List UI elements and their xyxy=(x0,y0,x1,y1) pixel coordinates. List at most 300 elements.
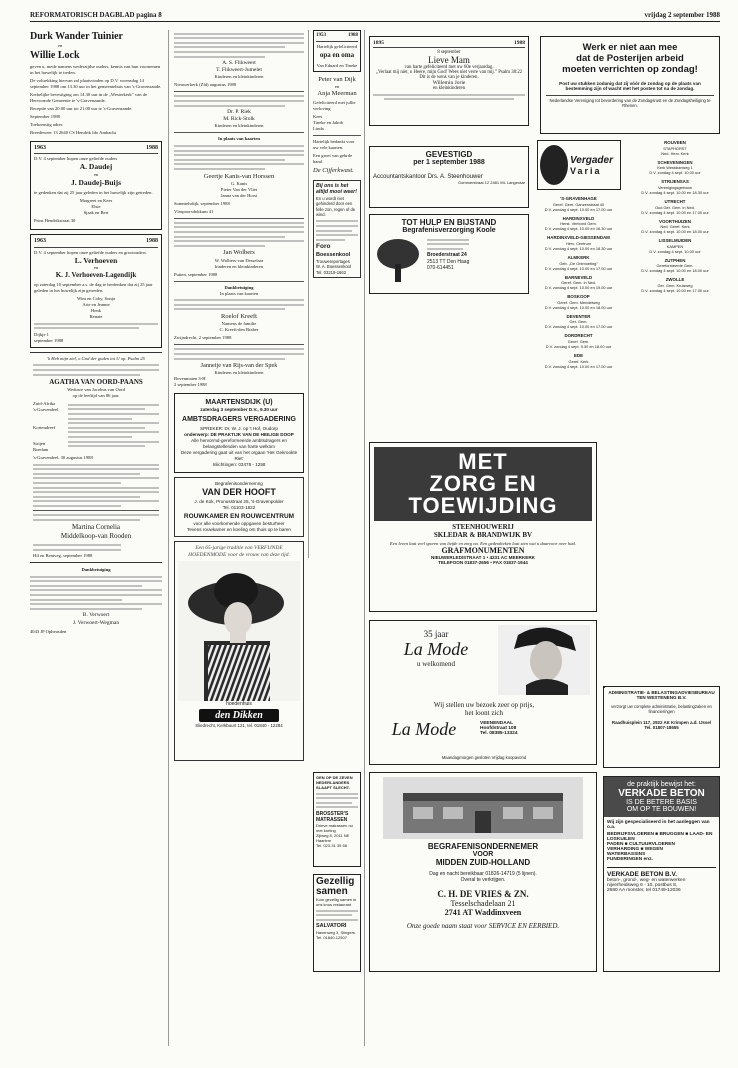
brand-name: SALVATORI xyxy=(316,923,347,930)
notice-address: 4043 JP Opheusden xyxy=(30,628,67,634)
notice-en: en xyxy=(334,83,340,89)
thanks-signature: J. Verwoert-Wegman xyxy=(72,619,120,626)
text-lines xyxy=(33,544,159,551)
entry-town: SCHEVENINGEN xyxy=(657,159,693,165)
notice-name-1: A. Daudej xyxy=(79,162,113,172)
notice-signature: en kleinkinderen xyxy=(432,86,466,91)
entry-service: D.V. zondag 4 sept. 10.00 en 18.00 uur xyxy=(641,268,709,274)
family-member: Arie en Jeanne xyxy=(82,302,110,308)
directory-entry xyxy=(535,294,622,310)
entry-church: Herst. Verbond Gem. xyxy=(560,221,597,227)
entry-town: ALMKERK xyxy=(567,254,590,260)
ad-title: Gezellig samen xyxy=(316,876,355,897)
ad-speaker: SPREKER: Dr. W. J. op 't Hof, Oudorp xyxy=(200,426,278,432)
notice-name-2: Willie Lock xyxy=(30,49,80,61)
ad-phone: Tel. 01840-12507 xyxy=(316,935,347,941)
notice-name-1: Peter van Dijk xyxy=(318,75,356,83)
ad-text: Wij zijn gespecialiseerd in het aanleggen van o.a. xyxy=(607,820,710,830)
ad-headline: Werk er niet aan mee xyxy=(582,42,678,53)
directory-entry xyxy=(630,199,720,215)
ad-subtitle: beton-, grond-, weg- en waterwerken xyxy=(607,878,686,883)
sunday-rest-ad xyxy=(540,36,720,134)
section-subtitle: In plaats van kaarten xyxy=(219,290,259,296)
ad-title: Bij ons is het xyxy=(316,182,349,189)
ad-text: En u wordt niet gehinderd door een felle zon, regen of de wind. xyxy=(316,196,356,218)
tree-icon xyxy=(373,236,423,284)
entry-church: Herv. Centrum xyxy=(565,240,591,246)
undertaker-ad xyxy=(369,772,597,972)
ad-phone: TELEFOON 01837-2656 • FAX 01837-1944 xyxy=(438,560,528,565)
family-name: Dr. P. Riek xyxy=(227,109,251,116)
deceased-name: Martina Cornelia xyxy=(71,523,120,532)
logo-word: Vergader xyxy=(570,154,613,166)
ad-address: Gommerstraat 12 2481 ML Langeraar xyxy=(458,180,525,185)
entry-town: HARDINXVELD xyxy=(562,215,595,221)
text-lines xyxy=(316,793,358,809)
family-member: G. Kanis xyxy=(230,180,248,186)
ad-text: Overal te verkrijgen. xyxy=(460,877,506,883)
ad-address: Sliedrecht, Kerkbuurt 121, tel. 01840 - 12284 xyxy=(195,722,283,728)
entry-service: Ned. Herv. Kerk xyxy=(661,150,689,156)
anniversary-notice xyxy=(30,234,162,348)
notice-date: 8 september xyxy=(437,50,461,55)
relation-place: Boedam xyxy=(33,447,49,453)
firm-name: SKLEDAR & BRANDWIJK BV xyxy=(433,531,533,539)
family-member: Pieter Van der Vliet xyxy=(220,186,258,192)
family-name: Geertje Kanis-van Horssen xyxy=(203,172,275,180)
ad-title: altijd mooi weer! xyxy=(316,189,357,196)
ad-subtitle: hoedenhuis xyxy=(226,701,252,708)
text-lines xyxy=(373,94,525,101)
notice-text: Hartelijk bedankt voor uw vele kaarten. xyxy=(313,139,355,151)
family-name: Jan Wolbers xyxy=(223,249,255,257)
ad-address: Broederstraat 24 xyxy=(427,252,467,259)
ad-info: Inlichtingen: 03478 - 1258 xyxy=(212,462,266,468)
ad-text: Kom gezellig samen in ons knus restaurant xyxy=(316,897,357,907)
ad-address: NIEUWERLEDISTRAAT 1 • 4231 AC MEERKERK xyxy=(431,555,535,560)
ad-footer: Nederlandse Vereniging tot bevordering van de Zondagsrust en de Zondagsheiliging te Rhenen. xyxy=(546,95,714,108)
funeral-ad xyxy=(174,477,304,537)
directory-entry xyxy=(630,140,720,156)
entry-church: Kerk Westduinweg 1 xyxy=(657,165,693,171)
ad-title: GRAFMONUMENTEN xyxy=(441,546,525,555)
notice-name-1: Durk Wander Tuinier xyxy=(30,31,123,42)
entry-town: 'S-GRAVENHAGE xyxy=(560,196,597,201)
column-1 xyxy=(30,30,162,637)
entry-town: BARNEVELD xyxy=(564,274,593,280)
engagement-notice xyxy=(313,76,361,176)
directory-entry xyxy=(630,238,720,254)
family-member: Henk xyxy=(91,308,101,314)
entry-church: Gereformeerde Gem. xyxy=(656,263,694,269)
brand-name: BROSSTER'S MATRASSEN xyxy=(316,810,349,824)
accountant-ad xyxy=(369,146,529,208)
year-start: 1963 xyxy=(34,237,46,244)
ad-title: GEN OP DE ZEVEN NEDERLANDERS SLAAPT SLECHT. xyxy=(316,775,353,790)
notice-name-2: K. J. Verhoeven-Lagendijk xyxy=(55,271,137,280)
notice-text: Kerkelijke bevestiging om 14.30 uur in de „Westerkerk” van de Hervormde Gemeente te 's-Gravenzande. xyxy=(30,91,147,103)
ad-phone: Tel. 01103-1822 xyxy=(222,504,256,510)
church-directory-c xyxy=(630,140,720,297)
column-2 xyxy=(174,30,304,765)
notice-intro: D.V. 4 september hopen onze geliefde ouders xyxy=(34,156,118,162)
ad-title: TEN WESTENENG B.V. xyxy=(636,695,687,700)
notice-text: „Verlaat mij niet, o Heere, mijn God! Wees niet verre van mij.” Psalm 38:22 xyxy=(375,70,523,75)
entry-town: HARDINXVELD-GIESSENDAM xyxy=(547,235,610,241)
year-start: 1963 xyxy=(34,144,46,151)
building-photo xyxy=(383,777,583,839)
entry-service: D.V. zondag 4 sept. 10.00 uur xyxy=(649,170,701,176)
woman-portrait-photo xyxy=(498,625,590,695)
service-item: PADEN ■ CULTUURVLOEREN xyxy=(607,842,675,847)
directory-entry xyxy=(535,196,622,212)
directory-entry xyxy=(535,255,622,271)
ad-headline: OM OP TE BOUWEN! xyxy=(626,806,697,813)
entry-church: Geref. Gem. in Ned. xyxy=(561,280,596,286)
directory-entry xyxy=(630,160,720,176)
thanks-title: Dankbetuiging xyxy=(81,567,111,573)
relation-place: Kortendreef xyxy=(33,425,56,431)
ad-text: de praktijk bewijst het: xyxy=(627,781,696,788)
brand-logo: den Dikken xyxy=(199,709,279,722)
death-notice xyxy=(30,352,162,563)
text-lines xyxy=(427,239,469,250)
directory-entry xyxy=(535,275,622,291)
ad-address: Zijlweg 8, 2011 NE Haarlem xyxy=(316,833,350,844)
notice-text: Van Eduard en Tineke xyxy=(316,62,358,68)
text-lines xyxy=(68,401,159,453)
entry-church: Geref. Gem. Mendelweg xyxy=(557,299,600,305)
notice-address: Bovenmaten 3-H xyxy=(174,376,206,382)
family-member: C. Kreeft-den Braber xyxy=(219,327,259,333)
text-lines xyxy=(174,222,304,247)
text-lines xyxy=(316,220,358,240)
entry-town: STRIJENSAS xyxy=(661,179,689,185)
family-member: Margreet en Kees xyxy=(79,197,113,203)
directory-entry xyxy=(535,353,622,369)
entry-service: D.V. zondag 4 sept. 10.00 uur xyxy=(649,248,701,254)
notice-address: Vlaspoorsdokkum 41 xyxy=(174,208,214,214)
ad-phone: Tel. 03219-1662 xyxy=(316,269,347,275)
ad-title: BEGRAFENISONDERNEMER xyxy=(427,842,539,851)
notice-date: Hil en Bentveg, september 1988 xyxy=(33,553,93,559)
family-member: Janna van der Horst xyxy=(220,192,258,198)
ad-title: Begrafenisverzorging Koole xyxy=(402,227,496,234)
firm-name: Accountantskantoor Drs. A. Steenhouwer xyxy=(373,174,483,180)
notice-name: Lieve Mam xyxy=(428,55,470,65)
ad-title: MAARTENSDIJK (U) xyxy=(205,399,273,407)
notice-address: Dijkje 1 xyxy=(34,331,49,337)
relation-place: Strijen xyxy=(33,441,46,447)
ad-subtitle: Begrafenisondernemng xyxy=(215,481,263,487)
notice-text: Hartelijk gefeliciteerd xyxy=(316,43,358,49)
masthead-left: REFORMATORISCH DAGBLAD pagina 8 xyxy=(30,11,162,19)
ad-title: VOOR xyxy=(472,851,494,858)
wedding-notice xyxy=(30,30,162,136)
notice-text: Breedeweer 13 2640 CS Hendrik Ido Ambacht xyxy=(30,129,116,135)
service-item: BEDRIJFSVLOEREN ■ BRUGGEN ■ LAAD- EN LOSKUILEN xyxy=(607,832,713,842)
firm-name: C. H. DE VRIES & ZN. xyxy=(437,889,529,899)
year-end: 1988 xyxy=(348,33,358,38)
ad-title: GEVESTIGD xyxy=(425,150,473,159)
year-end: 1988 xyxy=(146,144,158,151)
entry-church: Geb. „De Ontmoeting” xyxy=(559,260,598,266)
family-name: Jannetje van Rijs-van der Spek xyxy=(200,362,278,370)
entry-church: KAMPEN xyxy=(666,243,684,249)
ad-text: Een leven laat veel sporen van liefde en zorg na. Een gedenkteken laat zien wat u daarvoor over had. xyxy=(390,541,576,546)
brand-name: Boessenkool xyxy=(316,251,351,258)
ad-address: 2513 TT Den Haag xyxy=(427,258,470,265)
entry-service: D.V. zondag 4 sept. 10.00 en 17.00 uur xyxy=(544,324,613,330)
text-lines xyxy=(33,464,159,507)
year-start: 1953 xyxy=(316,33,326,38)
notice-quote: 'k Heb mijn ziel, o God der goden tot U op. Psalm 25 xyxy=(47,355,145,361)
entry-church: Verenigingsgebouw xyxy=(658,184,692,190)
text-lines xyxy=(174,95,304,106)
ad-topic: onderwerp: DE PRAKTIJK VAN DE HEILIGE DOOP xyxy=(184,432,294,438)
fashion-store-ad xyxy=(369,620,597,765)
notice-signature: De Cijferkwast. xyxy=(313,167,354,175)
admin-office-ad xyxy=(603,686,720,768)
ad-address: 2680 AA monster, tel 01749-12036 xyxy=(607,888,681,893)
year-end: 1988 xyxy=(514,40,525,46)
entry-church: Ned. Geref. Kerk xyxy=(660,224,690,230)
notice-text: Dit is de wens van je kinderen. xyxy=(419,75,479,80)
ad-slogan: Een 65-jarige traditie van VERFIJNDE HOEDENMODE voor de vrouw van deze tijd. xyxy=(188,545,290,559)
deceased-name: AGATHA VAN OORD-PAANS xyxy=(49,378,143,387)
thanks-signature: B. Verwoert xyxy=(82,612,110,619)
notice-text: Linda xyxy=(313,126,324,132)
ad-footer: Onze goede naam staat voor SERVICE EN EERBIED. xyxy=(406,922,560,930)
ad-text: voor alle voorkomende oppgaven besturheer xyxy=(193,521,285,527)
entry-town: DEVENTER xyxy=(566,313,591,319)
gravestone-ad xyxy=(369,442,597,612)
text-lines xyxy=(174,299,304,310)
ad-address: W. A. Boessenkool xyxy=(316,264,351,270)
funeral-care-ad xyxy=(369,214,529,294)
ad-headline: ZORG EN xyxy=(429,471,537,496)
entry-service: D.V. zondag 4 sept. 10.00 en 19.00 uur xyxy=(544,285,613,291)
notice-address: Prins Hendrikstraat 30 xyxy=(34,217,76,223)
hat-shop-ad xyxy=(174,541,304,761)
directory-entry xyxy=(535,235,622,251)
ad-phone: Tel. 01807-18655 xyxy=(644,725,679,730)
ad-headline: moeten verrichten op zondag! xyxy=(562,64,698,75)
notice-date: Nieuwerkerk (Zld) augustus 1988 xyxy=(174,82,237,88)
vergader-varia-header xyxy=(537,140,621,190)
family-member: Namens de familie xyxy=(221,321,257,327)
ad-address: J. de Kok, Prunusstraat 25, 's-Gravenpolder xyxy=(194,498,284,504)
entry-town: EDE xyxy=(573,353,584,358)
notice-en: en xyxy=(58,43,63,48)
ad-text: Deze vergadering gaat uit van het orgaan 'Het Gekrookte Riet' xyxy=(180,450,298,462)
entry-service: D.V. zondag 4 sept. 10.00 en 18.00 uur xyxy=(641,229,709,235)
masthead xyxy=(30,10,720,22)
entry-church: Ger. Gem. Kruisweg xyxy=(657,283,693,288)
directory-entry xyxy=(630,258,720,274)
notice-text: Toekomstig adres xyxy=(30,121,63,127)
notice-date: 2 september 1988 xyxy=(174,382,207,388)
entry-town: VOORTHUIZEN xyxy=(659,218,691,224)
ad-title: TOT HULP EN BIJSTAND xyxy=(401,218,497,227)
family-name: M. Rick-Stolk xyxy=(223,116,255,123)
ad-text: Drieve matrassen nu met korting xyxy=(316,823,353,834)
notice-text: Gefeliciteerd met jullie verloving xyxy=(313,100,356,112)
ad-headline: IS DE BETERE BASIS xyxy=(626,799,697,806)
ad-text: Dag en nacht bereikbaar 01826-14719 (5 lijnen). xyxy=(429,871,537,877)
family-members: Kinderen en kleinkinderen xyxy=(214,123,264,129)
logo-word: Varia xyxy=(570,165,602,176)
entry-town: UTRECHT xyxy=(664,198,686,204)
notice-text: van harte gefeliciteerd met uw 60e verjaardag. xyxy=(404,65,494,70)
year-end: 1988 xyxy=(146,237,158,244)
text-lines xyxy=(174,33,304,58)
church-directory-a xyxy=(535,196,622,373)
ad-title: ROUWKAMER EN ROUWCENTRUM xyxy=(183,512,295,520)
directory-entry xyxy=(630,277,720,293)
notice-name-2: Anja Meerman xyxy=(317,89,357,97)
mattress-ad xyxy=(313,772,361,867)
directory-entry xyxy=(535,333,622,349)
notice-text: Receptie van 20.00 uur tot 21.00 uur te 's-Gravenzande. xyxy=(30,105,133,111)
ad-subtitle: u welkomend xyxy=(417,660,455,668)
text-lines xyxy=(174,348,304,359)
deceased-age: op de leeftijd van 86 jaar. xyxy=(72,393,120,399)
family-member: Renate xyxy=(89,314,103,320)
notice-text: Tineke en Jakob xyxy=(313,120,343,126)
entry-town: ZWOLLE xyxy=(665,277,685,283)
notice-date: Sommelsdijk, september 1988 xyxy=(174,200,230,206)
family-member: Kinderen en kleinkinderen xyxy=(214,370,264,376)
ad-headline: MET xyxy=(458,449,508,474)
ad-title: 35 jaar xyxy=(423,629,449,639)
ad-text: Wij stellen uw bezoek zeer op prijs, xyxy=(433,701,535,709)
entry-service: D.V. zondag 4 sept. 10.00 en 16.30 uur xyxy=(544,226,613,232)
section-title: In plaats van kaarten xyxy=(218,136,260,142)
year-start: 1895 xyxy=(373,40,384,46)
relation-place: 's-Gravendeel xyxy=(33,407,59,413)
family-member: W. Wolbers-van Desselaar xyxy=(214,257,264,263)
ad-subtitle: zaterdag 3 september D.V., 9.30 uur xyxy=(200,407,278,413)
ad-text: Post uw stukken zodanig dat zij vóór de zondag op de plaats van bestemming zijn of wacht met het posten tot na de zondag. xyxy=(559,81,701,91)
entry-service: D.V. zondag 4 sept. 10.00 en 17.00 uur xyxy=(641,209,709,215)
notice-date: Putten, september 1988 xyxy=(174,271,218,277)
ad-phone: 070-614451 xyxy=(427,265,454,272)
ad-title: AMBTSDRAGERS VERGADERING xyxy=(182,416,296,424)
section-title: Dankbetuiging xyxy=(224,284,254,290)
notice-intro: D.V. 4 september hopen onze geliefde ouders en grootouders xyxy=(34,249,146,255)
entry-church: Ger. Gem. xyxy=(569,319,588,325)
brand-logo: La Mode xyxy=(391,719,457,739)
ad-address: nijverheidsweg 6 - 10, postbus 8, xyxy=(607,883,678,888)
notice-text: De voltrekking hiervan zal plaatsvinden op D.V. woensdag 14 september 1988 om 13.30 uur in het gemeentehuis van 's-Gravenzande. xyxy=(30,77,162,89)
service-item: WATERBASSINS xyxy=(607,852,646,857)
ad-phone: Tel. 023-31 35 58 xyxy=(316,843,347,849)
notice-en: en xyxy=(93,265,99,271)
ad-headline: dat de Posterijen arbeid xyxy=(576,53,684,64)
directory-entry xyxy=(535,314,622,330)
directory-entry xyxy=(535,216,622,232)
ad-address: Raadhuisplein 117, 2922 AK Krimpen a.d. IJssel xyxy=(611,720,712,725)
text-lines xyxy=(30,576,162,610)
thanks-notice xyxy=(30,567,162,635)
text-lines xyxy=(33,364,159,375)
family-member: Wim en Coby, Sonja xyxy=(76,296,116,302)
brand-logo: La Mode xyxy=(403,639,469,659)
ad-hours: Maandagmorgen gesloten Vrijdag koopavond xyxy=(441,755,527,760)
congrats-notice xyxy=(313,30,361,72)
directory-entry xyxy=(630,219,720,235)
entry-service: D.V. zondag 4 sept. 10.00 en 17.00 uur xyxy=(544,206,613,212)
notice-text: geven u, mede namens wederzijdse ouders, kennis van hun voornemen in het huwelijk te treden. xyxy=(30,63,161,75)
text-lines xyxy=(316,910,358,921)
notice-signature: Willemin Jorie xyxy=(432,80,466,86)
column-3 xyxy=(313,30,361,282)
notice-name: opa en oma xyxy=(319,51,355,60)
service-item: VERHARDING ■ WEGEN xyxy=(607,847,663,852)
notice-date: september 1988 xyxy=(34,337,64,343)
ad-subtitle: per 1 september 1988 xyxy=(413,159,485,166)
ad-headline: TOEWIJDING xyxy=(408,493,558,518)
notice-date: September 1988 xyxy=(30,113,60,119)
ad-address: 2741 AT Waddinxveen xyxy=(444,908,522,917)
notice-text: op zaterdag 10 september a.s. de dag te herdenken dat zij 25 jaar geleden in het huwelijk zijn getreden. xyxy=(34,282,153,294)
entry-church: STAPHORST xyxy=(663,145,687,151)
notice-text: te gedenken dat zij 25 jaar geleden in het huwelijk zijn getreden. xyxy=(34,189,153,195)
ad-title: VAN DER HOOFT xyxy=(202,487,276,498)
ad-subtitle: Trouwereportages xyxy=(316,258,350,264)
ad-text: verzorgt uw complete administratie, belastingzaken en financieringen xyxy=(611,704,712,714)
text-lines xyxy=(33,514,159,521)
beton-ad xyxy=(603,776,720,972)
entry-town: BOSKOOP xyxy=(567,294,590,300)
masthead-right: vrijdag 2 september 1988 xyxy=(644,11,720,19)
notice-name-2: J. Daudej-Buijs xyxy=(70,178,121,188)
ad-title: ADMINISTRATIE- & BELASTINGADVIESBUREAU xyxy=(608,690,715,695)
entry-church: Geref. Gem. Ganzenstraat 40 xyxy=(552,201,605,207)
entry-service: D.V. zondag 4 sept. 10.00 en 17.00 uur xyxy=(641,288,709,293)
notice-date: Zwijndrecht, 2 september 1988 xyxy=(174,335,232,341)
text-lines xyxy=(34,323,158,330)
woman-with-hat-photo xyxy=(178,561,300,701)
ad-text: het loont zich xyxy=(464,709,504,717)
family-name: Roelof Kreeft xyxy=(221,313,257,321)
ad-address: Hoofdstraat 108 xyxy=(480,726,517,731)
family-member: Sjaak en Bert xyxy=(83,209,109,215)
ad-text: Alle hervormd-gereformeerde ambtsdragers en belangstellenden van harte welkom xyxy=(191,438,287,450)
entry-church: Oud Ger. Gem. in Ned. xyxy=(655,204,695,210)
entry-town: ZUTPHEN xyxy=(664,257,686,263)
firm-name: VERKADE BETON B.V. xyxy=(607,871,678,878)
notice-en: en xyxy=(93,172,99,178)
ad-address: VEENENDAAL xyxy=(480,721,514,726)
meeting-ad xyxy=(174,393,304,473)
service-item: FUNDERINGEN enz. xyxy=(607,857,653,862)
notice-text: Kees xyxy=(313,114,323,120)
family-name: T. Flikweert-Jumelet xyxy=(216,67,262,74)
family-member: kinderen en kleinkinderen xyxy=(215,263,263,269)
brand-name: Foro xyxy=(316,243,331,251)
anniversary-notice xyxy=(30,141,162,230)
notice-name-1: L. Verhoeven xyxy=(74,255,118,265)
restaurant-ad xyxy=(313,874,361,972)
photo-studio-ad xyxy=(313,180,361,279)
birthday-notice xyxy=(369,36,529,126)
family-name: A. S. Flikweert xyxy=(222,60,256,67)
notice-text: Een groet van gebrde hand xyxy=(313,153,353,165)
directory-entry xyxy=(630,179,720,195)
entry-service: D.V. zondag 4 sept. 10.00 en 17.00 uur xyxy=(544,265,613,271)
